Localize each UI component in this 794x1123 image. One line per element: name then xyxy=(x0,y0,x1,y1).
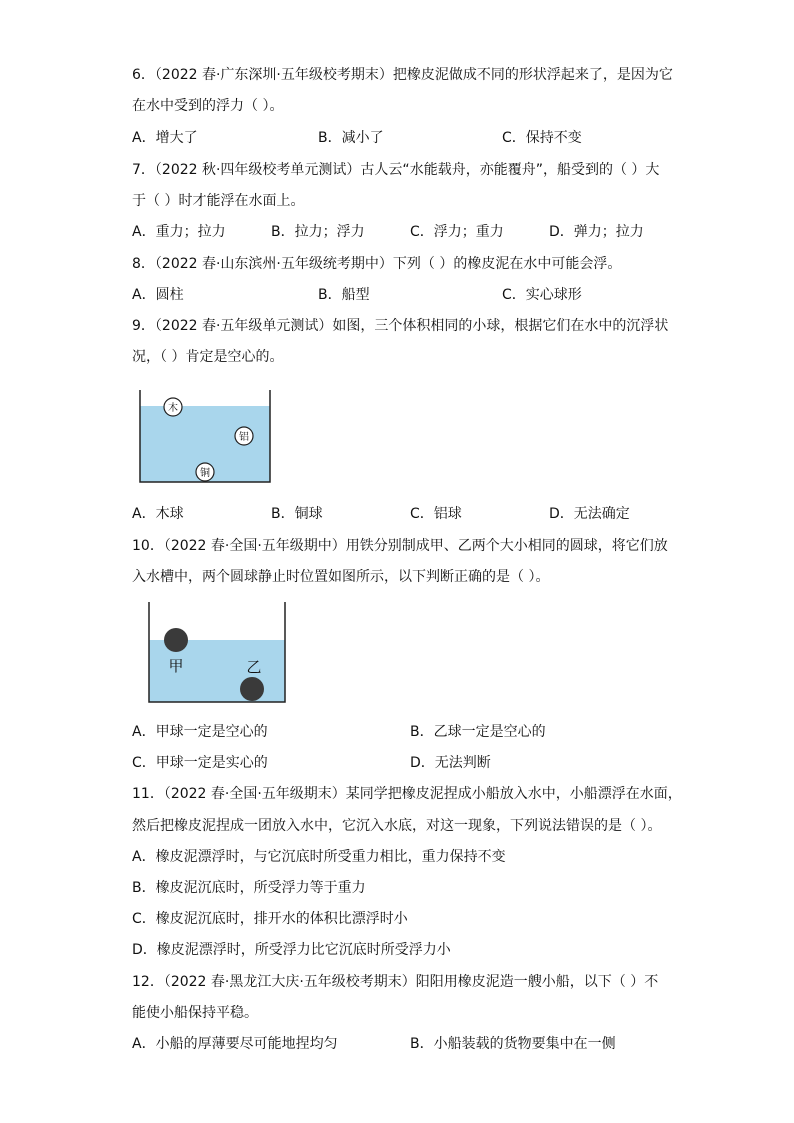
question-7-option-c: C．浮力；重力 xyxy=(410,224,504,240)
aluminum-ball xyxy=(235,427,253,445)
copper-ball-label: 铜 xyxy=(200,468,210,479)
question-8-option-b: B．船型 xyxy=(318,287,370,303)
question-9-figure xyxy=(132,388,278,490)
question-8-stem-line-1: 8．（2022 春·山东滨州·五年级统考期中）下列（ ）的橡皮泥在水中可能会浮。 xyxy=(132,256,622,272)
aluminum-ball-label: 铝 xyxy=(239,432,249,443)
question-12-option-b: B．小船装载的货物要集中在一侧 xyxy=(410,1036,616,1052)
question-9-option-a: A．木球 xyxy=(132,506,184,522)
question-8-option-a: A．圆柱 xyxy=(132,287,184,303)
copper-ball xyxy=(196,463,214,481)
question-9-option-d: D．无法确定 xyxy=(549,506,630,522)
question-7-stem-line-2: 于（ ）时才能浮在水面上。 xyxy=(132,193,305,209)
question-6-option-b: B．减小了 xyxy=(318,130,384,146)
question-11-stem-line-1: 11．（2022 春·全国·五年级期末）某同学把橡皮泥捏成小船放入水中，小船漂浮在水面， xyxy=(132,786,682,802)
question-10-figure xyxy=(132,598,292,710)
wood-ball-label: 木 xyxy=(168,403,178,414)
question-10-option-a: A．甲球一定是空心的 xyxy=(132,724,268,740)
ball-jia-label: 甲 xyxy=(168,657,184,675)
question-10-stem-line-1: 10．（2022 春·全国·五年级期中）用铁分别制成甲、乙两个大小相同的圆球，将它们放 xyxy=(132,538,668,554)
wood-ball xyxy=(164,398,182,416)
ball-yi xyxy=(240,677,264,701)
question-10-option-c: C．甲球一定是实心的 xyxy=(132,755,268,771)
question-6-stem-line-2: 在水中受到的浮力（ ）。 xyxy=(132,98,284,114)
question-9-stem-line-1: 9．（2022 春·五年级单元测试）如图，三个体积相同的小球，根据它们在水中的沉浮状 xyxy=(132,318,669,334)
ball-yi-label: 乙 xyxy=(246,658,262,676)
question-8-option-c: C．实心球形 xyxy=(502,287,582,303)
question-7-option-d: D．弹力；拉力 xyxy=(549,224,644,240)
question-6-option-a: A．增大了 xyxy=(132,130,198,146)
question-9-stem-line-2: 况，（ ）肯定是空心的。 xyxy=(132,349,284,365)
question-6-option-c: C．保持不变 xyxy=(502,130,582,146)
question-10-stem-line-2: 入水槽中，两个圆球静止时位置如图所示，以下判断正确的是（ ）。 xyxy=(132,569,550,585)
question-11-option-c: C．橡皮泥沉底时，排开水的体积比漂浮时小 xyxy=(132,911,408,927)
question-7-option-b: B．拉力；浮力 xyxy=(271,224,365,240)
question-10-option-d: D．无法判断 xyxy=(410,755,491,771)
question-9-option-c: C．铝球 xyxy=(410,506,462,522)
question-12-option-a: A．小船的厚薄要尽可能地捏均匀 xyxy=(132,1036,338,1052)
water-tank-diagram xyxy=(132,388,278,486)
question-6-stem-line-1: 6．（2022 春·广东深圳·五年级校考期末）把橡皮泥做成不同的形状浮起来了，是因为它 xyxy=(132,67,673,83)
question-11-option-d: D．橡皮泥漂浮时，所受浮力比它沉底时所受浮力小 xyxy=(132,942,451,958)
question-11-option-b: B．橡皮泥沉底时，所受浮力等于重力 xyxy=(132,880,366,896)
question-12-stem-line-2: 能使小船保持平稳。 xyxy=(132,1005,258,1021)
question-11-option-a: A．橡皮泥漂浮时，与它沉底时所受重力相比，重力保持不变 xyxy=(132,849,506,865)
question-11-stem-line-2: 然后把橡皮泥捏成一团放入水中，它沉入水底，对这一现象，下列说法错误的是（ ）。 xyxy=(132,818,662,834)
question-7-stem-line-1: 7．（2022 秋·四年级校考单元测试）古人云“水能载舟，亦能覆舟”，船受到的（ ）大 xyxy=(132,162,660,178)
question-7-option-a: A．重力；拉力 xyxy=(132,224,226,240)
question-9-option-b: B．铜球 xyxy=(271,506,323,522)
water-tank-diagram xyxy=(132,598,292,706)
question-10-option-b: B．乙球一定是空心的 xyxy=(410,724,546,740)
ball-jia xyxy=(164,628,188,652)
question-12-stem-line-1: 12．（2022 春·黑龙江大庆·五年级校考期末）阳阳用橡皮泥造一艘小船，以下（ ）不 xyxy=(132,974,659,990)
